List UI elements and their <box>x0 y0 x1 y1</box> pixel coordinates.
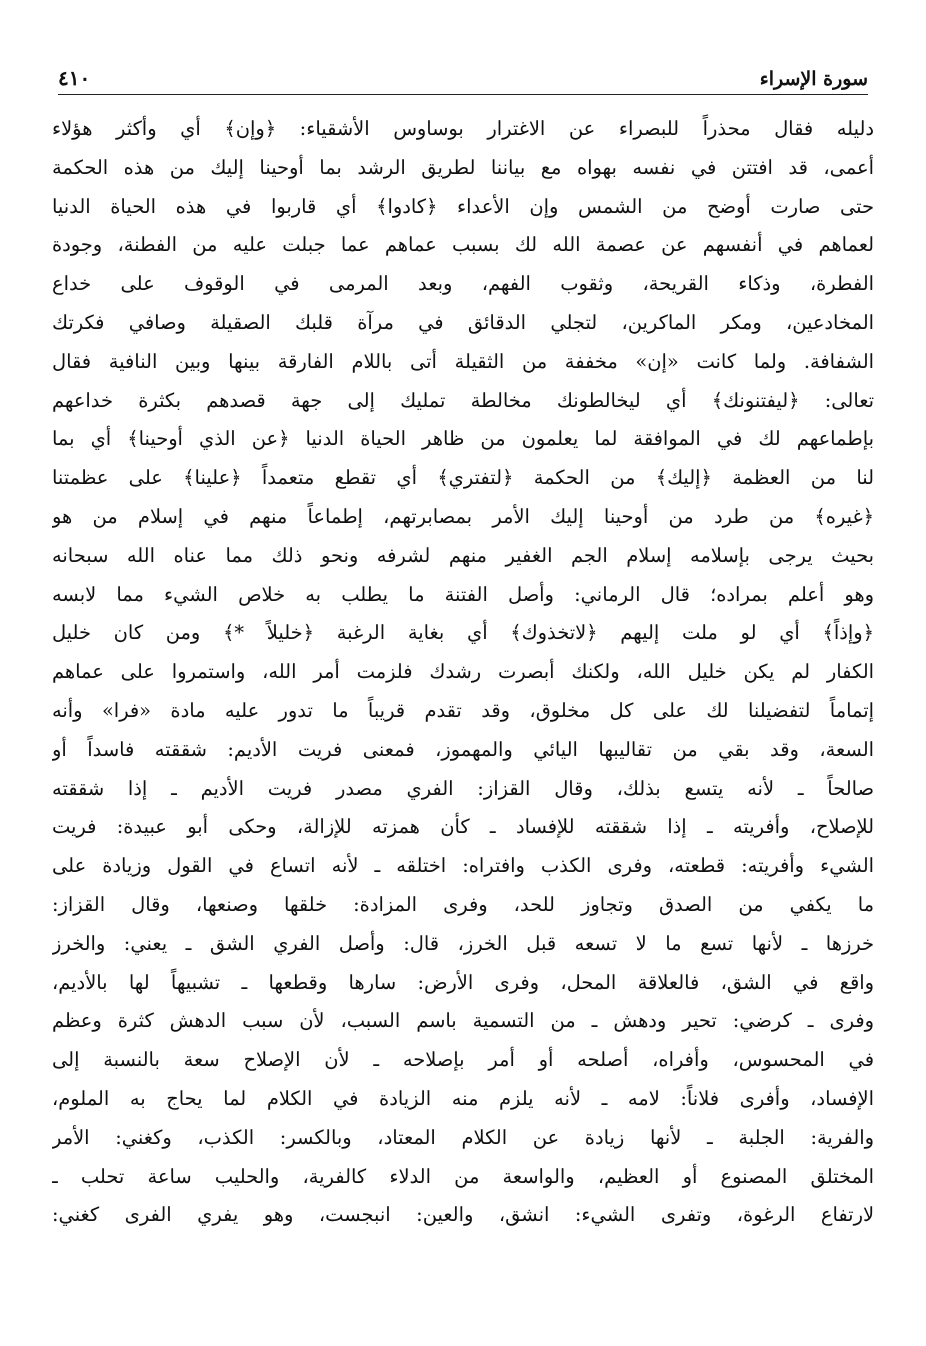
text-line: وهو أعلم بمراده؛ قال الرماني: وأصل الفتنة ما يطلب به خلاص الشيء مما لابسه <box>52 582 874 606</box>
text-line: صالحاً ـ لأنه يتسع بذلك، وقال القزاز: الفري مصدر فريت الأديم ـ إذا شققته <box>52 776 874 800</box>
text-line: بحيث يرجى بإسلامه إسلام الجم الغفير منهم لشرفه ونحو ذلك مما عناه الله سبحانه <box>52 543 874 567</box>
text-line: لارتفاع الرغوة، وتفرى الشيء: انشق، والعين: انبجست، وهو يفري الفرى كغني: <box>52 1203 874 1227</box>
text-line: ما يكفي من الصدق وتجاوز للحد، وفرى المزادة: خلقها وصنعها، وقال القزاز: <box>52 892 874 916</box>
text-line: لعماهم في أنفسهم عن عصمة الله لك بسبب عماهم عما جبلت عليه من الفطنة، وجودة <box>52 233 874 257</box>
text-line: الشفافة. ولما كانت «إن» مخففة من الثقيلة أتى باللام الفارقة بينها وبين النافية فقال <box>52 349 874 373</box>
text-line: للإصلاح، وأفريته ـ إذا شققته للإفساد ـ كأن همزته للإزالة، وحكى أبو عبيدة: فريت <box>52 815 874 839</box>
page-number: ٤١٠ <box>58 66 91 90</box>
text-line: لنا من العظمة ﴿إليك﴾ من الحكمة ﴿لتفتري﴾ أي تقطع متعمداً ﴿علينا﴾ على عظمتنا <box>52 466 874 490</box>
text-line: دليله فقال محذراً للبصراء عن الاغترار بوساوس الأشقياء: ﴿وإن﴾ أي وأكثر هؤلاء <box>52 117 874 140</box>
text-line: المختلق المصنوع أو العظيم، والواسعة من الدلاء كالفرية، والحليب ساعة تحلب ـ <box>52 1164 874 1188</box>
text-line: والفرية: الجلبة ـ لأنها زيادة عن الكلام المعتاد، وبالكسر: الكذب، وكغني: الأمر <box>52 1125 874 1149</box>
text-line: ﴿وإذاً﴾ أي لو ملت إليهم ﴿لاتخذوك﴾ أي بغاية الرغبة ﴿خليلاً *﴾ ومن كان خليل <box>52 621 874 645</box>
text-line: الفطرة، وذكاء القريحة، وثقوب الفهم، وبعد المرمى في الوقوف على خداع <box>52 272 874 296</box>
page-header <box>58 60 868 95</box>
text-line: المخادعين، ومكر الماكرين، لتجلي الدقائق في مرآة قلبك الصقيلة وصافي فكرتك <box>52 310 874 334</box>
text-line: إتماماً لتفضيلنا لك على كل مخلوق، وقد تقدم قريباً ما تدور عليه مادة «فرا» وأنه <box>52 698 874 722</box>
text-line: الإفساد، وأفرى فلاناً: لامه ـ لأنه يلزم منه الزيادة في الكلام لما يحاج به الملوم، <box>52 1086 874 1110</box>
text-line: خرزها ـ لأنها تسع ما لا تسعه قبل الخرز، قال: وأصل الفري الشق ـ يعني: والخرز <box>52 931 874 955</box>
text-line: أعمى، قد افتتن في نفسه بهواه مع بياننا لطريق الرشد بما أوحينا إليك من هذه الحكمة <box>52 155 874 179</box>
text-line: حتى صارت أوضح من الشمس وإن الأعداء ﴿كادوا﴾ أي قاربوا في هذه الحياة الدنيا <box>52 194 874 218</box>
text-line: واقع في الشق، فالعلاقة المحل، وفرى الأرض: سارها وقطعها ـ تشبيهاً لها بالأديم، <box>52 970 874 994</box>
text-line: الشيء وأفريته: قطعته، وفرى الكذب وافتراه: اختلقه ـ لأنه اتساع في القول وزيادة على <box>52 854 874 878</box>
text-line: بإطماعهم لك في الموافقة لما يعلمون من ظاهر الحياة الدنيا ﴿عن الذي أوحينا﴾ أي بما <box>52 427 874 451</box>
body-text <box>52 110 874 1235</box>
surah-title: سورة الإسراء <box>759 68 868 90</box>
text-line: ﴿غيره﴾ من طرد من أوحينا إليك الأمر بمصابرتهم، إطماعاً منهم في إسلام من هو <box>52 504 874 528</box>
text-line: السعة، وقد بقي من تقاليبها اليائي والمهموز، فمعنى فريت الأديم: شققته فاسداً أو <box>52 737 874 761</box>
text-line: وفرى ـ كرضي: تحير ودهش ـ من التسمية باسم السبب، لأن سبب الدهش كثرة وعظم <box>52 1009 874 1033</box>
text-line: الكفار لم يكن خليل الله، ولكنك أبصرت رشدك فلزمت أمر الله، واستمروا على عماهم <box>52 660 874 684</box>
text-line: في المحسوس، وأفراه، أصلحه أو أمر بإصلاحه ـ لأن الإصلاح سعة بالنسبة إلى <box>52 1048 874 1072</box>
text-line: تعالى: ﴿ليفتنونك﴾ أي ليخالطونك مخالطة تمليك إلى جهة قصدهم بكثرة خداعهم <box>52 388 874 412</box>
